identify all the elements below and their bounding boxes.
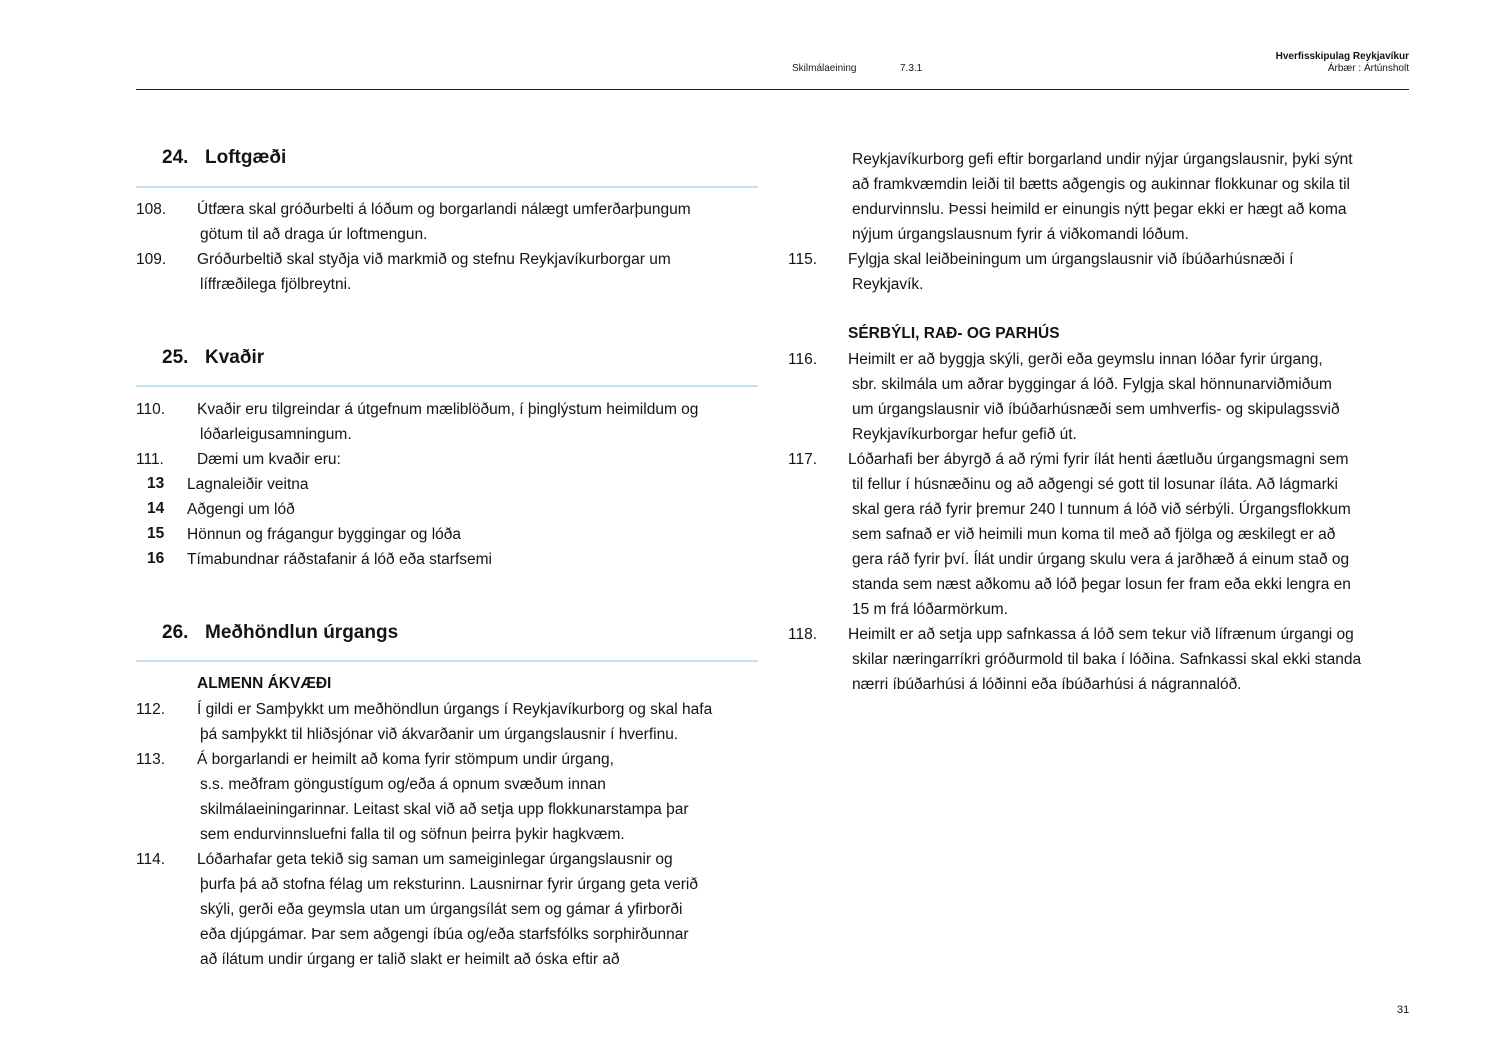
section-heading-26 <box>162 622 398 644</box>
header-rule <box>136 89 1409 90</box>
item-line: að framkvæmdin leiði til bætts aðgengis og aukinnar flokkunar og skila til <box>852 176 1350 193</box>
item-line: skilmálaeiningarinnar. Leitast skal við að setja upp flokkunarstampa þar <box>200 801 689 818</box>
item-number: 114. <box>136 851 166 868</box>
item-line: Kvaðir eru tilgreindar á útgefnum mæliblöðum, í þinglýstum heimildum og <box>197 401 699 418</box>
header-plan-block <box>1276 51 1409 75</box>
item-line: Reykjavík. <box>852 276 924 293</box>
item-line: þá samþykkt til hliðsjónar við ákvarðanir um úrgangslausnir í hverfinu. <box>200 726 679 743</box>
item-line: að ílátum undir úrgang er talið slakt er heimilt að óska eftir að <box>200 951 620 968</box>
item-line: Heimilt er að setja upp safnkassa á lóð sem tekur við lífrænum úrgangi og <box>848 626 1354 643</box>
item-number: 118. <box>788 626 818 643</box>
subheading-serbyli: SÉRBÝLI, RAÐ- OG PARHÚS <box>848 325 1060 342</box>
section-number: 26. <box>162 622 189 643</box>
list-item: Hönnun og frágangur byggingar og lóða <box>187 526 462 543</box>
item-number: 108. <box>136 201 167 218</box>
item-line: um úrgangslausnir við íbúðarhúsnæði sem umhverfis- og skipulagssvið <box>852 401 1340 418</box>
item-line: líffræðilega fjölbreytni. <box>200 276 352 293</box>
section-rule <box>136 186 758 188</box>
item-line: skilar næringarríkri gróðurmold til baka í lóðina. Safnkassi skal ekki standa <box>852 651 1362 668</box>
item-line: skal gera ráð fyrir þremur 240 l tunnum á lóð við sérbýli. Úrgangsflokkum <box>852 501 1351 518</box>
list-number: 16 <box>147 550 165 567</box>
item-line: Gróðurbeltið skal styðja við markmið og stefnu Reykjavíkurborgar um <box>197 251 671 268</box>
item-line: Dæmi um kvaðir eru: <box>197 451 341 468</box>
unit-label: Skilmálaeining <box>792 63 857 74</box>
item-line: sem endurvinnsluefni falla til og söfnun þeirra þykir hagkvæm. <box>200 826 625 843</box>
item-line: Lóðarhafi ber ábyrgð á að rými fyrir ílát henti áætluðu úrgangsmagni sem <box>848 451 1349 468</box>
list-item: Tímabundnar ráðstafanir á lóð eða starfsemi <box>187 551 492 568</box>
subheading-almenn: ALMENN ÁKVÆÐI <box>197 675 332 692</box>
item-number: 110. <box>136 401 166 418</box>
item-line: þurfa þá að stofna félag um reksturinn. Lausnirnar fyrir úrgang geta verið <box>200 876 698 893</box>
item-line: nýjum úrgangslausnum fyrir á viðkomandi lóðum. <box>852 226 1189 243</box>
item-line: sbr. skilmála um aðrar byggingar á lóð. Fylgja skal hönnunarviðmiðum <box>852 376 1332 393</box>
section-title: Meðhöndlun úrgangs <box>205 622 399 643</box>
item-line: endurvinnslu. Þessi heimild er einungis nýtt þegar ekki er hægt að koma <box>852 201 1347 218</box>
item-line: 15 m frá lóðarmörkum. <box>852 601 1008 618</box>
item-line: skýli, gerði eða geymsla utan um úrgangsílát sem og gámar á yfirborði <box>200 901 683 918</box>
list-number: 14 <box>147 500 165 517</box>
item-number: 112. <box>136 701 166 718</box>
item-line: eða djúpgámar. Þar sem aðgengi íbúa og/eða starfsfólks sorphirðunnar <box>200 926 689 943</box>
item-line: gera ráð fyrir því. Ílát undir úrgang skulu vera á jarðhæð á einum stað og <box>852 551 1350 568</box>
item-line: Fylgja skal leiðbeiningum um úrgangslausnir við íbúðarhúsnæði í <box>848 251 1294 268</box>
item-line: Á borgarlandi er heimilt að koma fyrir stömpum undir úrgang, <box>197 751 614 768</box>
list-number: 15 <box>147 525 165 542</box>
item-line: Reykjavíkurborg gefi eftir borgarland undir nýjar úrgangslausnir, þyki sýnt <box>852 151 1353 168</box>
item-number: 113. <box>136 751 166 768</box>
section-rule <box>136 660 758 662</box>
list-item: Lagnaleiðir veitna <box>187 476 309 493</box>
item-line: Reykjavíkurborgar hefur gefið út. <box>852 426 1077 443</box>
section-title: Kvaðir <box>205 347 265 368</box>
section-rule <box>136 385 758 387</box>
plan-title: Hverfisskipulag Reykjavíkur <box>1275 51 1409 62</box>
section-number: 25. <box>162 347 189 368</box>
item-number: 109. <box>136 251 167 268</box>
plan-area: Árbær : Ártúnsholt <box>1327 63 1409 74</box>
item-number: 117. <box>788 451 818 468</box>
item-number: 115. <box>788 251 818 268</box>
item-line: Í gildi er Samþykkt um meðhöndlun úrgangs í Reykjavíkurborg og skal hafa <box>197 701 713 718</box>
item-line: sem safnað er við heimili mun koma til með að fjölga og æskilegt er að <box>852 526 1336 543</box>
item-number: 116. <box>788 351 818 368</box>
list-number: 13 <box>147 475 165 492</box>
item-number: 111. <box>136 451 164 468</box>
unit-code: 7.3.1 <box>900 63 923 74</box>
item-line: s.s. meðfram göngustígum og/eða á opnum svæðum innan <box>200 776 606 793</box>
section-heading-24 <box>162 147 286 169</box>
page-number: 31 <box>1397 1004 1410 1016</box>
item-line: Útfæra skal gróðurbelti á lóðum og borgarlandi nálægt umferðarþungum <box>197 201 691 218</box>
item-line: Lóðarhafar geta tekið sig saman um sameiginlegar úrgangslausnir og <box>197 851 673 868</box>
item-line: standa sem næst aðkomu að lóð þegar losun fer fram eða ekki lengra en <box>852 576 1351 593</box>
section-heading-25 <box>162 347 264 369</box>
list-item: Aðgengi um lóð <box>187 501 295 518</box>
item-line: Heimilt er að byggja skýli, gerði eða geymslu innan lóðar fyrir úrgang, <box>848 351 1323 368</box>
section-title: Loftgæði <box>205 147 287 168</box>
item-line: nærri íbúðarhúsi á lóðinni eða íbúðarhúsi á nágrannalóð. <box>852 676 1242 693</box>
item-line: lóðarleigusamningum. <box>200 426 352 443</box>
item-line: til fellur í húsnæðinu og að aðgengi sé gott til losunar íláta. Að lágmarki <box>852 476 1338 493</box>
section-number: 24. <box>162 147 189 168</box>
item-line: götum til að draga úr loftmengun. <box>200 226 428 243</box>
